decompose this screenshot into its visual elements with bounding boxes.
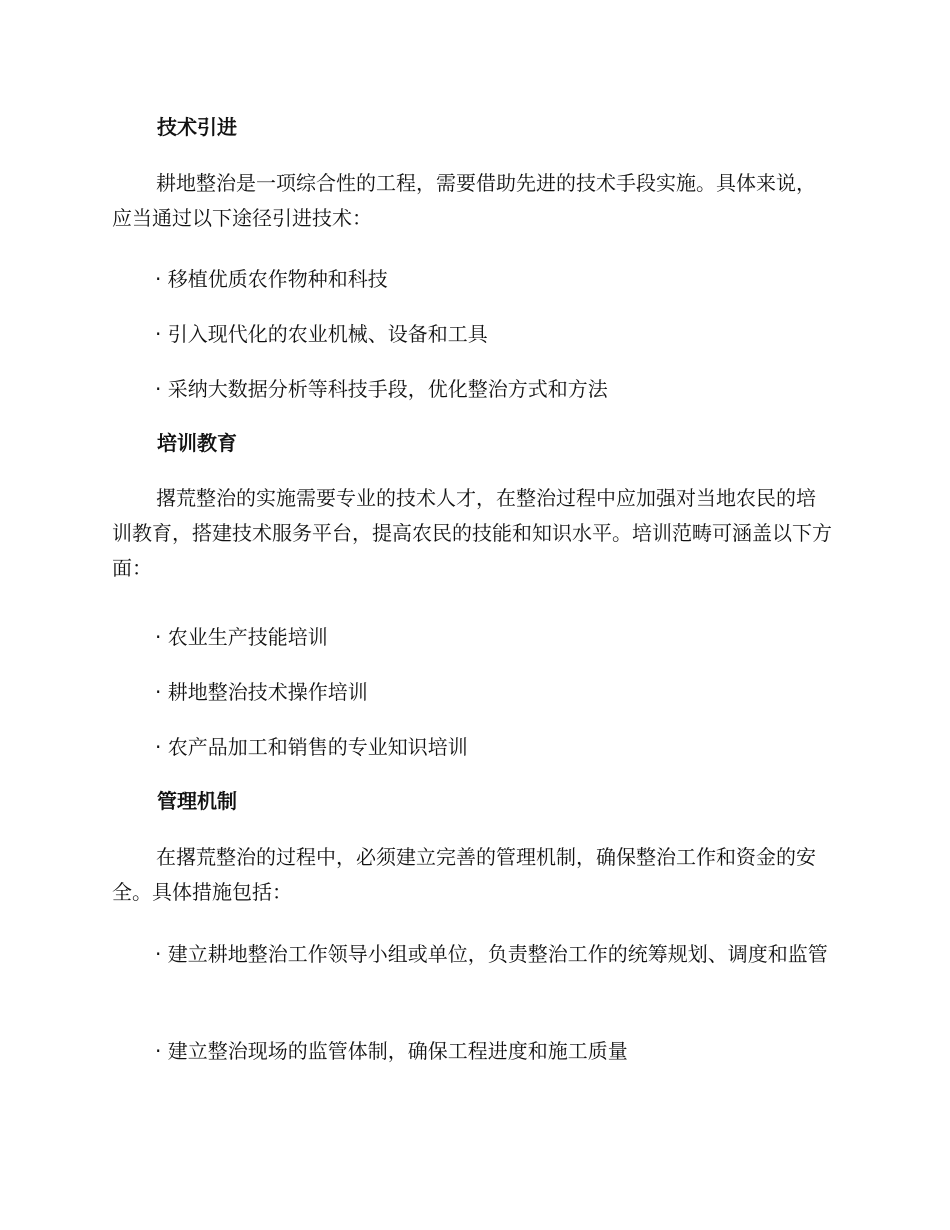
bullet-item: · 建立耕地整治工作领导小组或单位，负责整治工作的统筹规划、调度和监管 (155, 942, 828, 966)
bullet-item: · 采纳大数据分析等科技手段，优化整治方式和方法 (155, 377, 608, 401)
bullet-item: · 农产品加工和销售的专业知识培训 (155, 735, 468, 759)
section-paragraph: 撂荒整治的实施需要专业的技术人才，在整治过程中应加强对当地农民的培训教育，搭建技术服务平台，提高农民的技能和知识水平。培训范畴可涵盖以下方面： (112, 486, 832, 580)
section-heading: 技术引进 (157, 115, 237, 139)
bullet-item: · 农业生产技能培训 (155, 625, 328, 649)
bullet-item: · 建立整治现场的监管体制，确保工程进度和施工质量 (155, 1039, 628, 1063)
section-paragraph: 在撂荒整治的过程中，必须建立完善的管理机制，确保整治工作和资金的安全。具体措施包括： (112, 845, 816, 904)
section-heading: 管理机制 (157, 789, 237, 813)
bullet-item: · 移植优质农作物种和科技 (155, 267, 388, 291)
section-paragraph: 耕地整治是一项综合性的工程，需要借助先进的技术手段实施。具体来说，应当通过以下途径引进技术： (112, 171, 816, 230)
section-heading: 培训教育 (157, 431, 237, 455)
bullet-item: · 引入现代化的农业机械、设备和工具 (155, 322, 488, 346)
bullet-item: · 耕地整治技术操作培训 (155, 680, 368, 704)
